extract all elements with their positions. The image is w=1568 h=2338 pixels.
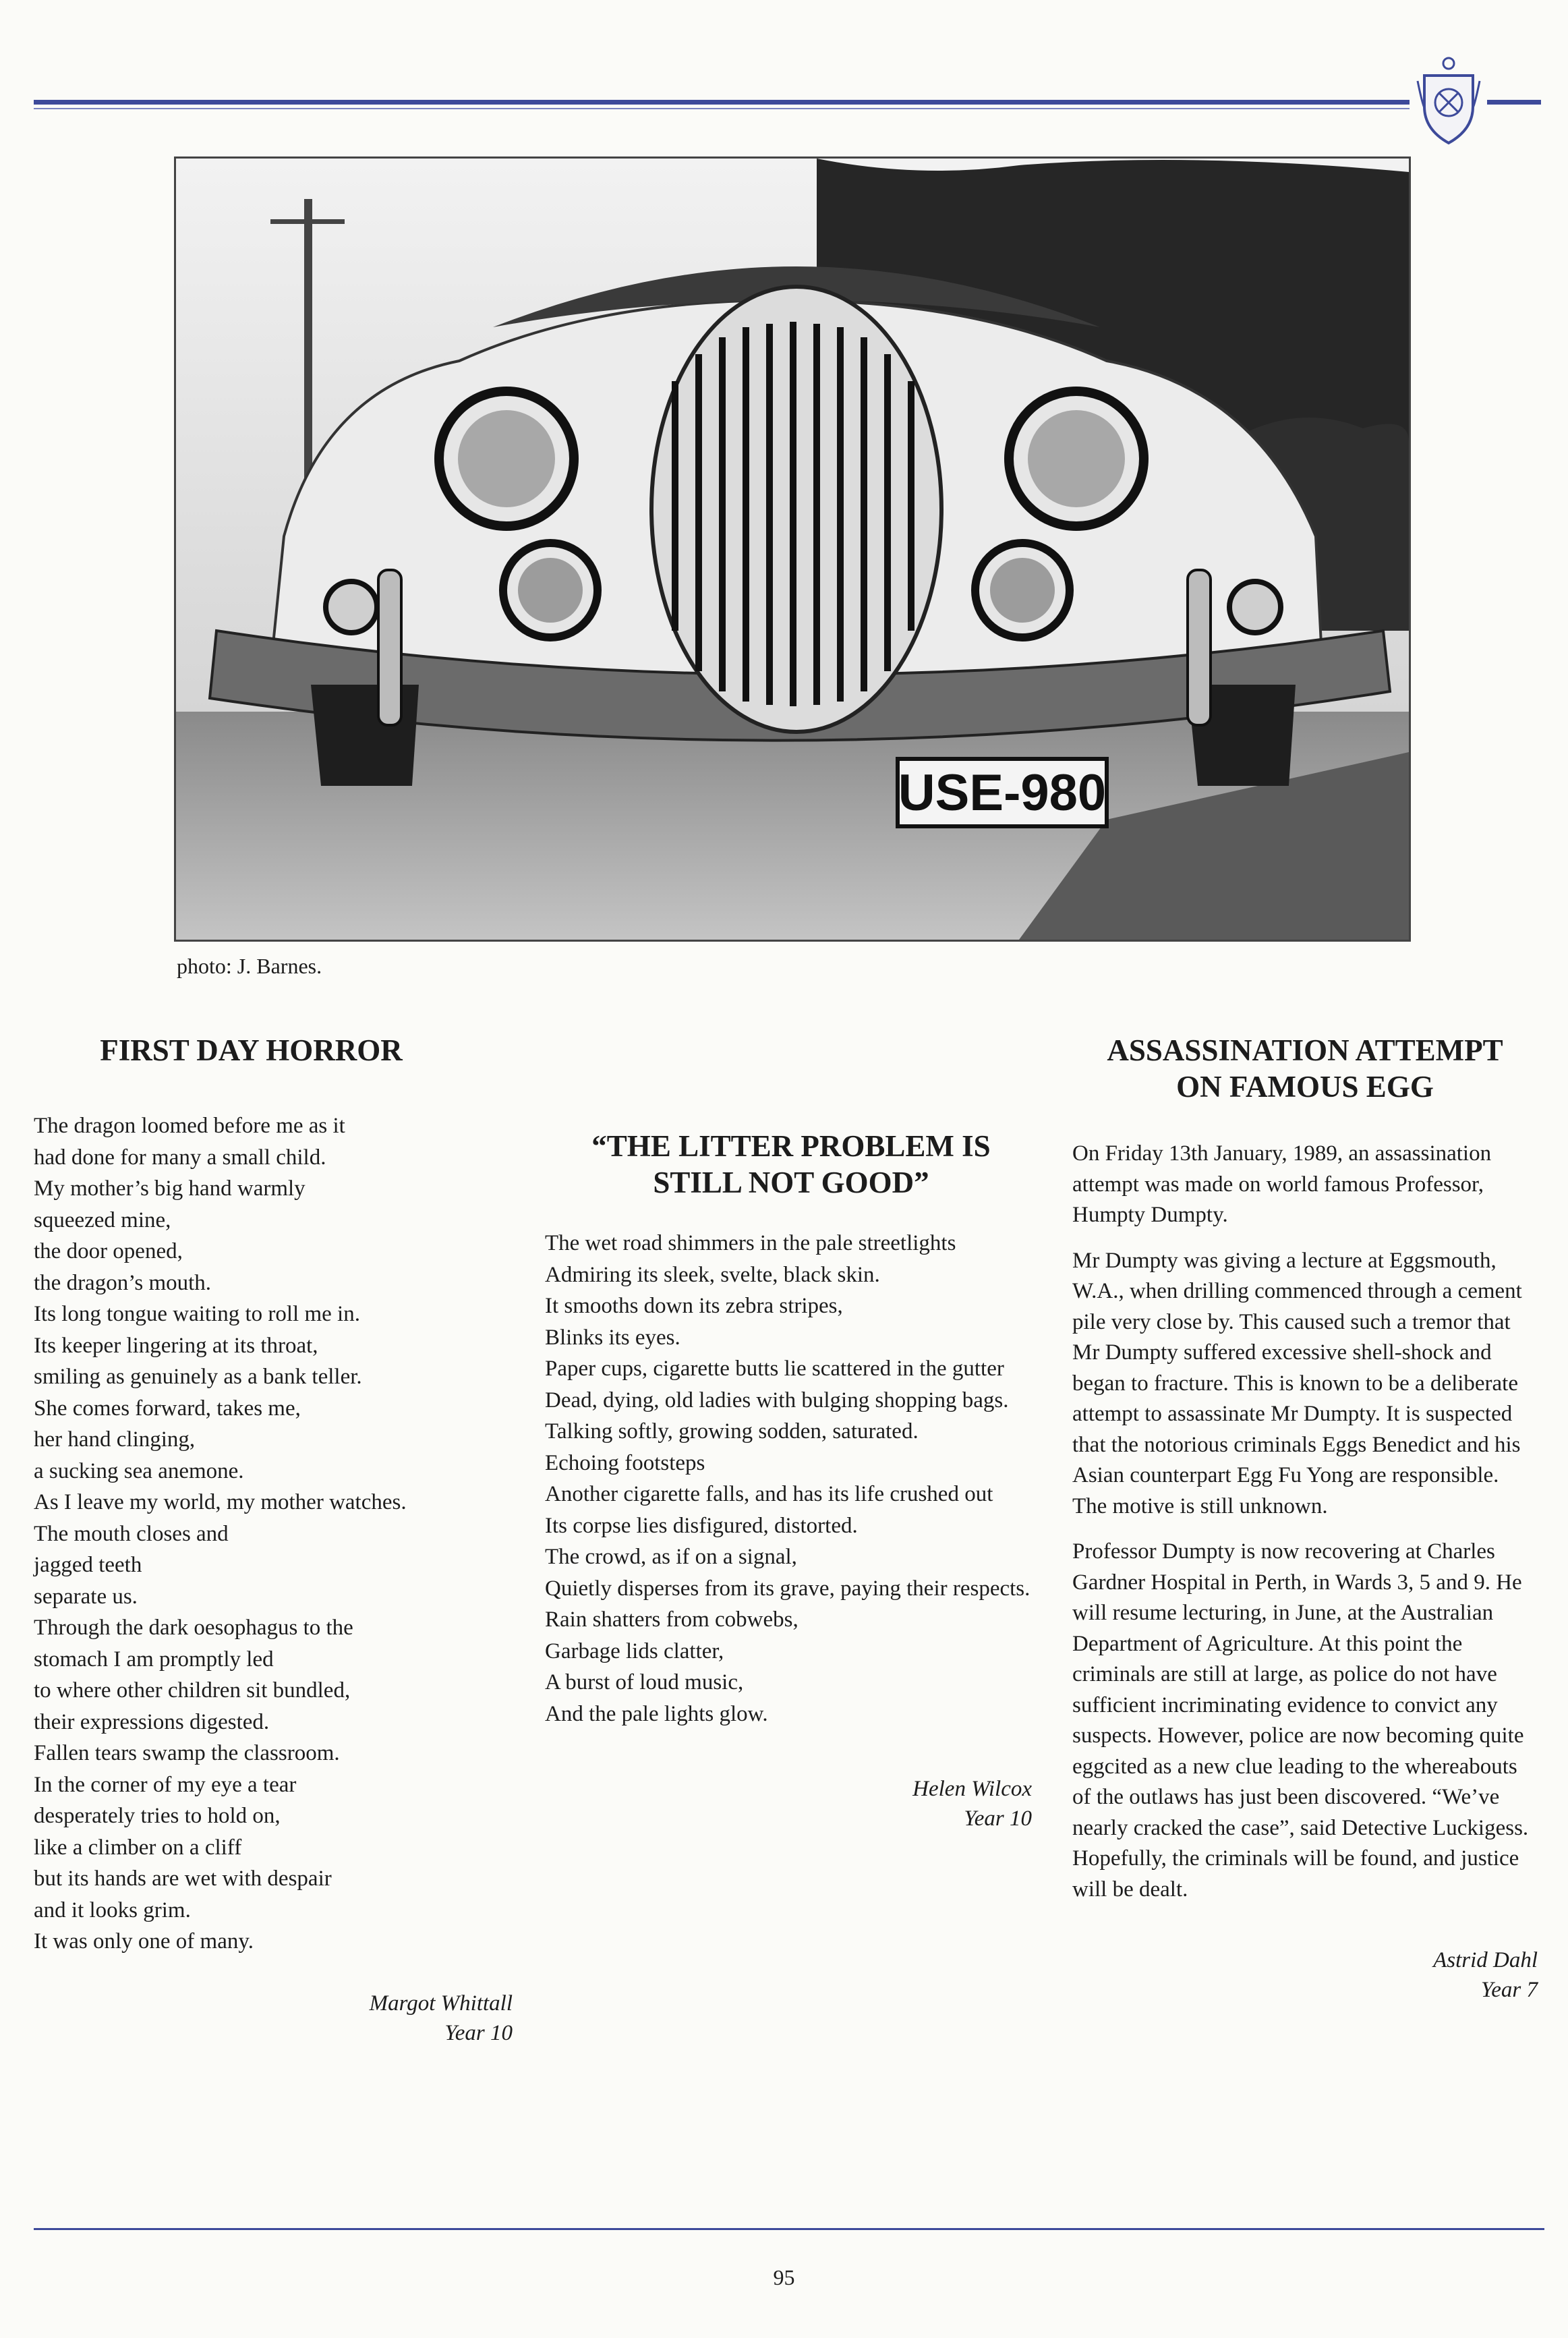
- poem-first-day-horror: [34, 1032, 533, 2048]
- poem-lines: [34, 1110, 533, 1958]
- poem-line: Quietly disperses from its grave, paying their respects.: [545, 1576, 1030, 1601]
- poem-author: Helen Wilcox: [912, 1777, 1032, 1801]
- poem-line: Its corpse lies disfigured, distorted.: [545, 1513, 858, 1538]
- poem-line: As I leave my world, my mother watches.: [34, 1490, 407, 1514]
- page-number: 95: [773, 2265, 795, 2289]
- jaguar-car-illustration: [176, 159, 1409, 940]
- article-title-line: ON FAMOUS EGG: [1176, 1070, 1434, 1104]
- poem-line: Echoing footsteps: [545, 1450, 705, 1475]
- poem-title-line: “THE LITTER PROBLEM IS: [591, 1129, 991, 1163]
- poem-line: like a climber on a cliff: [34, 1835, 242, 1860]
- article-assassination-attempt: [1072, 1032, 1538, 2005]
- poem-line: to where other children sit bundled,: [34, 1678, 351, 1703]
- poem-line: A burst of loud music,: [545, 1670, 744, 1694]
- poem-line: Paper cups, cigarette butts lie scattered in the gutter: [545, 1357, 1004, 1381]
- poem-line: but its hands are wet with despair: [34, 1866, 332, 1891]
- poem-line: desperately tries to hold on,: [34, 1804, 281, 1828]
- poem-line: stomach I am promptly led: [34, 1647, 274, 1672]
- poem-line: She comes forward, takes me,: [34, 1396, 301, 1421]
- poem-line: Fallen tears swamp the classroom.: [34, 1741, 340, 1765]
- poem-line: her hand clinging,: [34, 1427, 196, 1452]
- poem-line: Its keeper lingering at its throat,: [34, 1333, 318, 1358]
- article-paragraph: Mr Dumpty was giving a lecture at Eggsmouth, W.A., when drilling commenced through a cement pile very close by. This caused such a tremor that Mr Dumpty suffered excessive shell-shock and began to fracture. This is known to be a deliberate attempt to assassinate Mr Dumpty. It is suspected that the notorious criminals Eggs Benedict and his Asian counterpart Egg Fu Yong are responsible. The motive is still unknown.: [1072, 1248, 1522, 1518]
- poem-line: squeezed mine,: [34, 1207, 171, 1232]
- poem-lines: [545, 1228, 1037, 1730]
- poem-line: Blinks its eyes.: [545, 1325, 680, 1350]
- poem-author-year: Year 10: [444, 2020, 513, 2045]
- poem-line: Dead, dying, old ladies with bulging shopping bags.: [545, 1388, 1009, 1413]
- poem-line: a sucking sea anemone.: [34, 1458, 244, 1483]
- poem-line: had done for many a small child.: [34, 1145, 326, 1170]
- poem-line: separate us.: [34, 1584, 138, 1609]
- school-crest-icon: [1415, 54, 1482, 148]
- poem-line: My mother’s big hand warmly: [34, 1176, 306, 1201]
- poem-title-line: STILL NOT GOOD”: [653, 1166, 929, 1199]
- poem-line: their expressions digested.: [34, 1709, 270, 1734]
- poem-line: In the corner of my eye a tear: [34, 1772, 297, 1797]
- footer-rule: [34, 2228, 1544, 2230]
- header-rule: [34, 100, 1410, 105]
- poem-line: And the pale lights glow.: [545, 1701, 768, 1726]
- poem-line: The wet road shimmers in the pale streetlights: [545, 1231, 956, 1255]
- poem-line: Garbage lids clatter,: [545, 1638, 724, 1663]
- article-author-year: Year 7: [1480, 1978, 1538, 2002]
- poem-line: the dragon’s mouth.: [34, 1270, 212, 1295]
- car-photo: [174, 156, 1411, 942]
- poem-line: The dragon loomed before me as it: [34, 1114, 345, 1138]
- poem-author: Margot Whittall: [369, 1991, 513, 2016]
- poem-litter-problem: [545, 1128, 1037, 1833]
- license-plate-text: USE-980: [898, 764, 1107, 822]
- poem-line: Its long tongue waiting to roll me in.: [34, 1302, 360, 1326]
- poem-line: Talking softly, growing sodden, saturated.: [545, 1419, 919, 1444]
- poem-line: The crowd, as if on a signal,: [545, 1545, 797, 1569]
- poem-line: jagged teeth: [34, 1553, 142, 1577]
- poem-line: The mouth closes and: [34, 1521, 229, 1546]
- header-rule-right: [1487, 100, 1541, 105]
- article-title: [1072, 1032, 1538, 1105]
- poem-title: FIRST DAY HORROR: [100, 1033, 403, 1067]
- poem-title: [545, 1128, 1037, 1201]
- article-paragraph: On Friday 13th January, 1989, an assassination attempt was made on world famous Professor, Humpty Dumpty.: [1072, 1141, 1492, 1227]
- poem-line: Admiring its sleek, svelte, black skin.: [545, 1262, 880, 1287]
- poem-line: the door opened,: [34, 1239, 183, 1263]
- article-title-line: ASSASSINATION ATTEMPT: [1107, 1033, 1503, 1067]
- photo-caption: photo: J. Barnes.: [177, 954, 322, 978]
- header-rule-thin: [34, 108, 1410, 109]
- poem-line: Another cigarette falls, and has its life crushed out: [545, 1482, 993, 1506]
- poem-line: It smooths down its zebra stripes,: [545, 1294, 843, 1318]
- poem-line: It was only one of many.: [34, 1929, 254, 1954]
- poem-line: and it looks grim.: [34, 1898, 191, 1922]
- poem-line: Through the dark oesophagus to the: [34, 1616, 353, 1640]
- article-author: Astrid Dahl: [1433, 1948, 1538, 1972]
- poem-line: Rain shatters from cobwebs,: [545, 1607, 798, 1632]
- article-paragraph: Professor Dumpty is now recovering at Charles Gardner Hospital in Perth, in Wards 3, 5 and 9. He will resume lecturing, in June, at the Australian Department of Agriculture. At this point the criminals are still at large, as police do not have sufficient incriminating evidence to convict any suspects. However, police are now becoming quite eggcited as a new clue leading to the whereabouts of the outlaws has just been discovered. “We’ve nearly cracked the case”, said Detective Luckigess. Hopefully, the criminals will be found, and justice will be dealt.: [1072, 1539, 1529, 1902]
- poem-author-year: Year 10: [964, 1806, 1032, 1831]
- poem-line: smiling as genuinely as a bank teller.: [34, 1365, 362, 1389]
